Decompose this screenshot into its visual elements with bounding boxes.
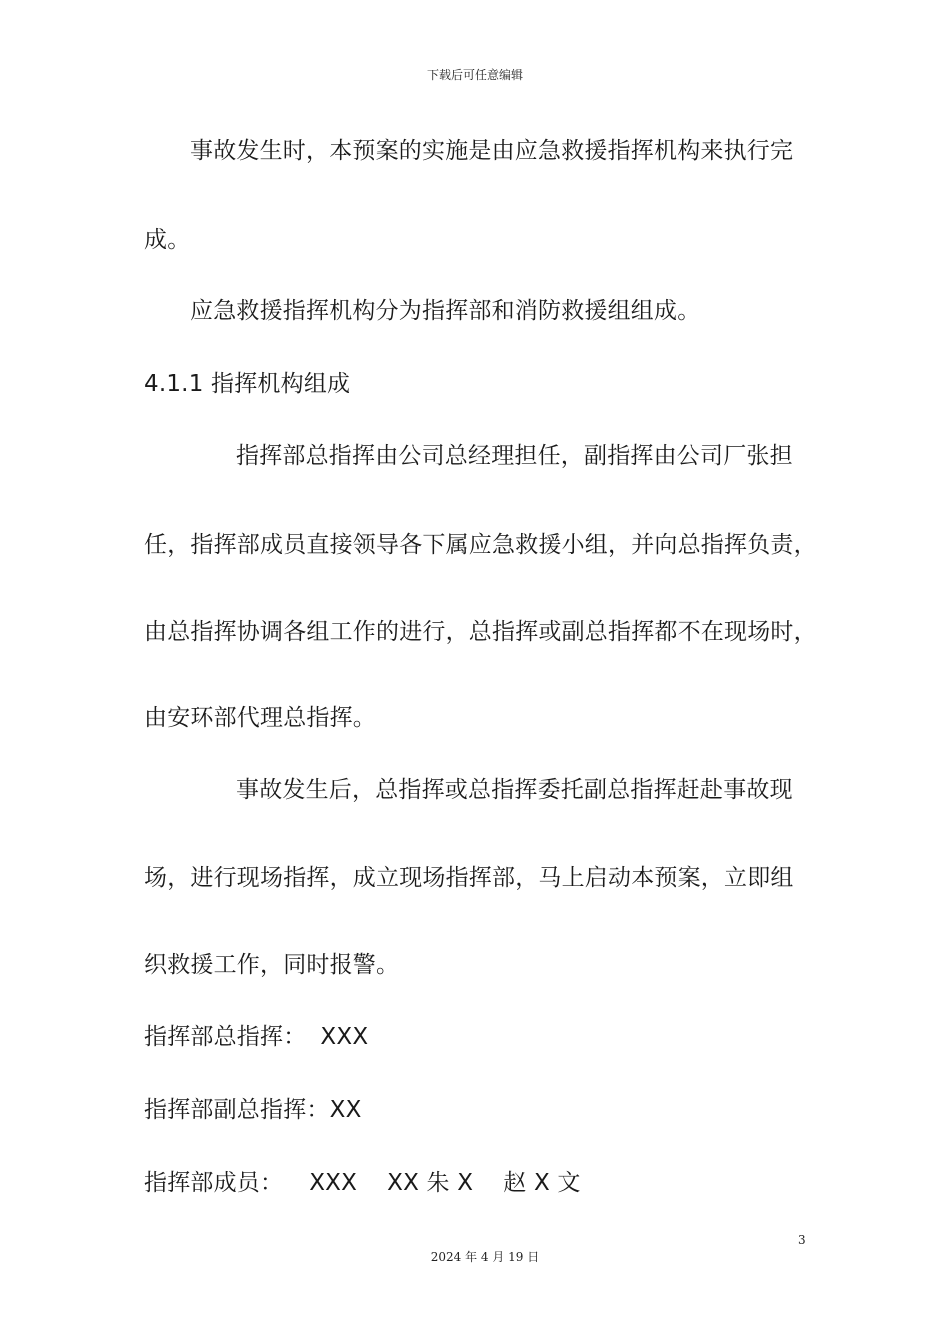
- paragraph-line: 由安环部代理总指挥。: [144, 705, 376, 731]
- members-value: XXX XX 朱 X 赵 X 文: [309, 1170, 581, 1196]
- members-label: 指挥部成员：: [144, 1170, 284, 1196]
- members-row: [144, 1168, 581, 1198]
- section-heading: 4.1.1 指挥机构组成: [144, 371, 351, 397]
- paragraph-line: 事故发生时，本预案的实施是由应急救援指挥机构来执行完: [190, 138, 794, 164]
- page-header: 下载后可任意编辑: [426, 68, 523, 82]
- commander-row: [144, 1022, 368, 1052]
- paragraph-line: 场，进行现场指挥，成立现场指挥部，马上启动本预案，立即组: [144, 865, 794, 891]
- paragraph-line: 由总指挥协调各组工作的进行，总指挥或副总指挥都不在现场时，: [144, 619, 817, 645]
- paragraph-line: 成。: [144, 227, 191, 253]
- commander-value: XXX: [320, 1024, 369, 1050]
- paragraph-line: 应急救援指挥机构分为指挥部和消防救援组组成。: [190, 298, 701, 324]
- paragraph-line: 任，指挥部成员直接领导各下属应急救援小组，并向总指挥负责，: [144, 532, 817, 558]
- commander-label: 指挥部总指挥：: [144, 1024, 307, 1050]
- page-number: 3: [798, 1233, 806, 1247]
- page-footer-date: 2024 年 4 月 19 日: [430, 1250, 540, 1264]
- paragraph-line: 指挥部总指挥由公司总经理担任，副指挥由公司厂张担: [236, 443, 793, 469]
- deputy-row: [144, 1095, 362, 1125]
- deputy-label: 指挥部副总指挥：: [144, 1097, 330, 1123]
- deputy-value: XX: [329, 1097, 362, 1123]
- paragraph-line: 织救援工作，同时报警。: [144, 952, 400, 978]
- paragraph-line: 事故发生后，总指挥或总指挥委托副总指挥赶赴事故现: [236, 777, 793, 803]
